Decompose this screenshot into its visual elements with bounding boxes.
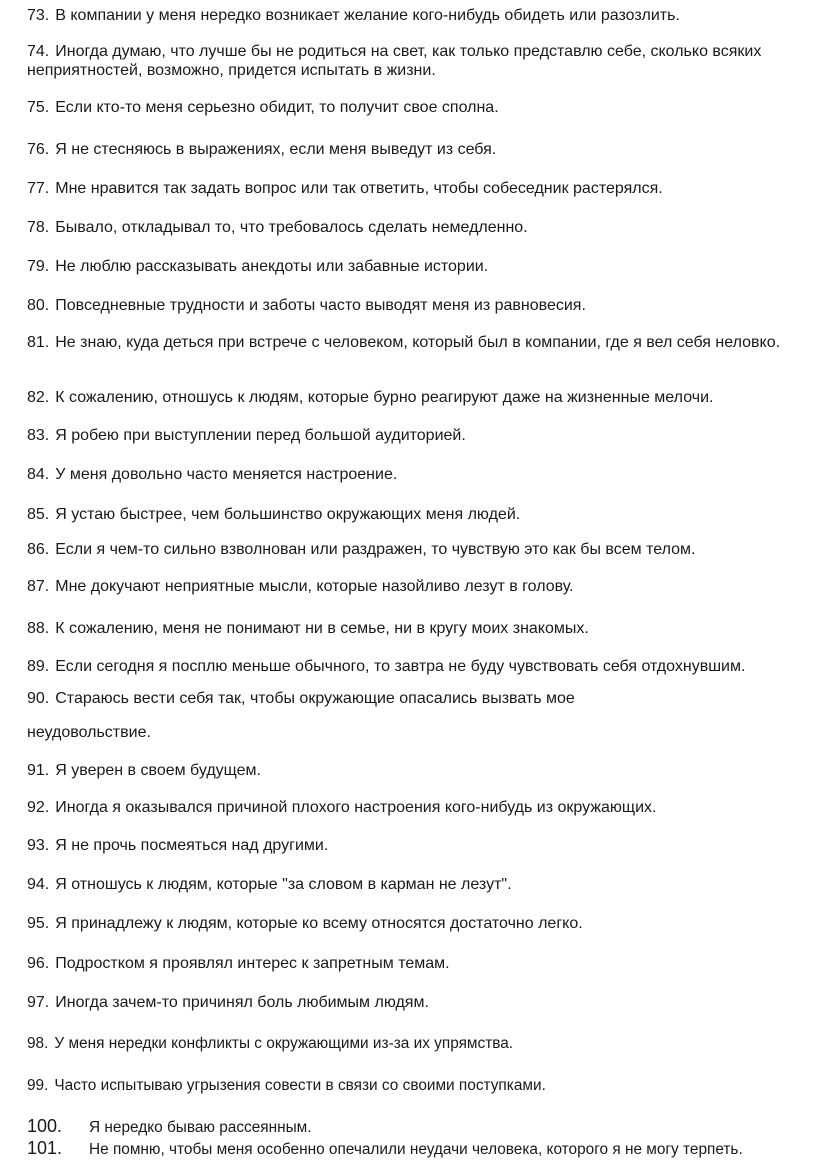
question-text: Иногда зачем-то причинял боль любимым людям.: [55, 994, 429, 1011]
question-text: Мне нравится так задать вопрос или так ответить, чтобы собеседник растерялся.: [55, 180, 663, 197]
question-85: [27, 505, 813, 524]
question-101: [27, 1139, 813, 1159]
question-number: 86.: [27, 541, 50, 558]
question-number: 98.: [27, 1035, 49, 1052]
question-95: [27, 914, 813, 933]
question-number: 78.: [27, 219, 50, 236]
question-text: В компании у меня нередко возникает желание кого-нибудь обидеть или разозлить.: [55, 7, 680, 24]
question-91: [27, 761, 813, 780]
question-text: Я нередко бываю рассеянным.: [89, 1119, 312, 1136]
question-text: Я уверен в своем будущем.: [55, 762, 261, 779]
question-88: [27, 619, 813, 638]
question-number: 80.: [27, 297, 50, 314]
question-text: У меня нередки конфликты с окружающими из-за их упрямства.: [54, 1035, 514, 1052]
question-74: [27, 42, 813, 80]
question-text: У меня довольно часто меняется настроение.: [55, 466, 398, 483]
question-number: 84.: [27, 466, 50, 483]
question-text: Бывало, откладывал то, что требовалось сделать немедленно.: [55, 219, 528, 236]
question-text: Не знаю, куда деться при встрече с человеком, который был в компании, где я вел себя неловко.: [55, 334, 781, 351]
question-83: [27, 426, 813, 445]
question-100: [27, 1117, 813, 1137]
question-text: Часто испытываю угрызения совести в связи со своими поступками.: [54, 1077, 546, 1094]
question-text: Я отношусь к людям, которые "за словом в карман не лезут".: [55, 876, 512, 893]
question-78: [27, 218, 813, 237]
question-number: 97.: [27, 994, 50, 1011]
question-79: [27, 257, 813, 276]
question-number: 96.: [27, 955, 50, 972]
question-number: 95.: [27, 915, 50, 932]
question-text: Я принадлежу к людям, которые ко всему относятся достаточно легко.: [55, 915, 583, 932]
question-text: Мне докучают неприятные мысли, которые назойливо лезут в голову.: [55, 578, 574, 595]
question-76: [27, 140, 813, 159]
question-82: [27, 388, 813, 407]
question-number: 79.: [27, 258, 50, 275]
question-text: К сожалению, отношусь к людям, которые бурно реагируют даже на жизненные мелочи.: [55, 389, 714, 406]
question-number: 83.: [27, 427, 50, 444]
question-text: Если я чем-то сильно взволнован или раздражен, то чувствую это как бы всем телом.: [55, 541, 696, 558]
question-text: Я устаю быстрее, чем большинство окружающих меня людей.: [55, 506, 521, 523]
question-94: [27, 875, 813, 894]
question-number: 100.: [27, 1116, 63, 1136]
question-73: [27, 6, 813, 25]
question-number: 76.: [27, 141, 50, 158]
question-99: [27, 1076, 813, 1095]
question-92: [27, 798, 813, 817]
question-text: Стараюсь вести себя так, чтобы окружающие опасались вызвать мое: [55, 690, 575, 707]
question-text: Не люблю рассказывать анекдоты или забавные истории.: [55, 258, 489, 275]
question-84: [27, 465, 813, 484]
question-number: 81.: [27, 334, 50, 351]
question-90: [27, 689, 813, 708]
question-text: К сожалению, меня не понимают ни в семье, ни в кругу моих знакомых.: [55, 620, 589, 637]
question-87: [27, 577, 813, 596]
question-number: 85.: [27, 506, 50, 523]
question-number: 75.: [27, 99, 50, 116]
question-98: [27, 1034, 813, 1053]
question-number: 89.: [27, 658, 50, 675]
question-93: [27, 836, 813, 855]
question-96: [27, 954, 813, 973]
question-text: Я не прочь посмеяться над другими.: [55, 837, 329, 854]
question-number: 91.: [27, 762, 50, 779]
question-text: Иногда я оказывался причиной плохого настроения кого-нибудь из окружающих.: [55, 799, 657, 816]
question-text: Подростком я проявлял интерес к запретным темам.: [55, 955, 450, 972]
question-text: Иногда думаю, что лучше бы не родиться на свет, как только представлю себе, сколько всяких неприятностей, возможно, придется испытать в жизни.: [27, 43, 762, 79]
question-90-continuation: неудовольствие.: [27, 724, 151, 741]
question-text: Повседневные трудности и заботы часто выводят меня из равновесия.: [55, 297, 586, 314]
question-86: [27, 540, 813, 559]
question-80: [27, 296, 813, 315]
question-75: [27, 98, 813, 117]
question-number: 92.: [27, 799, 50, 816]
question-77: [27, 179, 813, 198]
question-text: Если кто-то меня серьезно обидит, то получит свое сполна.: [55, 99, 499, 116]
question-number: 82.: [27, 389, 50, 406]
question-number: 74.: [27, 43, 50, 60]
question-text: Я робею при выступлении перед большой аудиторией.: [55, 427, 466, 444]
question-number: 101.: [27, 1138, 63, 1158]
question-number: 93.: [27, 837, 50, 854]
question-number: 88.: [27, 620, 50, 637]
question-97: [27, 993, 813, 1012]
question-text: Не помню, чтобы меня особенно опечалили неудачи человека, которого я не могу терпеть.: [89, 1141, 743, 1158]
question-number: 73.: [27, 7, 50, 24]
question-89: [27, 657, 813, 676]
question-number: 90.: [27, 690, 50, 707]
question-number: 99.: [27, 1077, 49, 1094]
question-text: Если сегодня я посплю меньше обычного, то завтра не буду чувствовать себя отдохнувшим.: [55, 658, 746, 675]
question-number: 94.: [27, 876, 50, 893]
question-text: Я не стесняюсь в выражениях, если меня выведут из себя.: [55, 141, 497, 158]
question-number: 77.: [27, 180, 50, 197]
question-number: 87.: [27, 578, 50, 595]
question-81: [27, 333, 813, 352]
